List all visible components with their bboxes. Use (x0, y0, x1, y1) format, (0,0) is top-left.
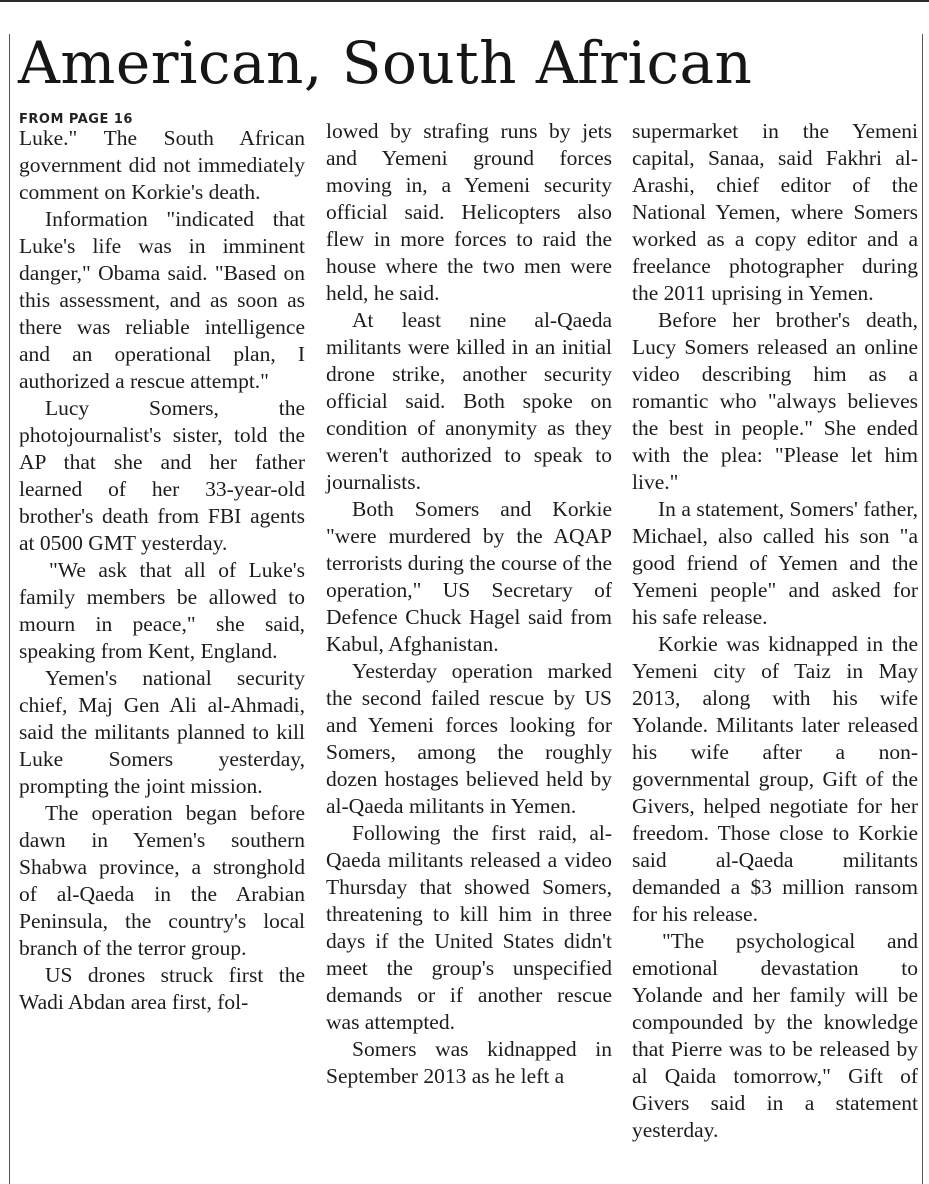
paragraph: supermarket in the Yemeni capital, Sanaa, said Fakhri al-Arashi, chief editor of the National Yemen, where Somers worked as a copy editor and a freelance photographer during the 2011 uprising in Yemen. (632, 119, 918, 305)
article-column-1 (19, 112, 305, 1016)
article-column-3 (632, 118, 918, 1144)
paragraph: Luke." The South African government did not immediately comment on Korkie's death. (19, 126, 305, 204)
paragraph: Information "indicated that Luke's life was in imminent danger," Obama said. "Based on this assessment, and as soon as there was reliable intelligence and an operational plan, I authorized a rescue attempt." (19, 207, 305, 393)
paragraph: "The psychological and emotional devastation to Yolande and her family will be compounded by the knowledge that Pierre was to be released by al Qaida tomorrow," Gift of Givers said in a statement yesterday. (632, 929, 918, 1142)
paragraph: The operation began before dawn in Yemen's southern Shabwa province, a stronghold of al-Qaeda in the Arabian Peninsula, the country's local branch of the terror group. (19, 801, 305, 960)
paragraph: Before her brother's death, Lucy Somers released an online video describing him as a romantic who "always believes the best in people." She ended with the plea: "Please let him live." (632, 308, 918, 494)
jump-line: FROM PAGE 16 (19, 112, 133, 127)
paragraph: lowed by strafing runs by jets and Yemeni ground forces moving in, a Yemeni security official said. Helicopters also flew in more forces to raid the house where the two men were held, he said. (326, 119, 612, 305)
paragraph: US drones struck first the Wadi Abdan area first, fol- (19, 963, 305, 1014)
right-column-rule (922, 34, 923, 1184)
top-border-rule (0, 0, 929, 2)
paragraph: Somers was kidnapped in September 2013 as he left a (326, 1037, 612, 1088)
paragraph: Yesterday operation marked the second failed rescue by US and Yemeni forces looking for Somers, among the roughly dozen hostages believed held by al-Qaeda militants in Yemen. (326, 659, 612, 818)
paragraph: Korkie was kidnapped in the Yemeni city of Taiz in May 2013, along with his wife Yolande. Militants later released his wife after a non-governmental group, Gift of the Givers, helped negotiate for her freedom. Those close to Korkie said al-Qaeda militants demanded a $3 million ransom for his release. (632, 632, 918, 926)
paragraph: "We ask that all of Luke's family members be allowed to mourn in peace," she said, speaking from Kent, England. (19, 558, 305, 663)
paragraph: Both Somers and Korkie "were murdered by the AQAP terrorists during the course of the operation," US Secretary of Defence Chuck Hagel said from Kabul, Afghanistan. (326, 497, 612, 656)
headline: American, South African (18, 29, 753, 97)
paragraph: Lucy Somers, the photojournalist's sister, told the AP that she and her father learned of her 33-year-old brother's death from FBI agents at 0500 GMT yesterday. (19, 396, 305, 555)
left-column-rule (9, 34, 10, 1184)
article-column-2 (326, 118, 612, 1090)
paragraph: Yemen's national security chief, Maj Gen Ali al-Ahmadi, said the militants planned to kill Luke Somers yesterday, prompting the joint mission. (19, 666, 305, 798)
paragraph: Following the first raid, al-Qaeda militants released a video Thursday that showed Somers, threatening to kill him in three days if the United States didn't meet the group's unspecified demands or if another rescue was attempted. (326, 821, 612, 1034)
paragraph: At least nine al-Qaeda militants were killed in an initial drone strike, another security official said. Both spoke on condition of anonymity as they weren't authorized to speak to journalists. (326, 308, 612, 494)
paragraph: In a statement, Somers' father, Michael, also called his son "a good friend of Yemen and the Yemeni people" and asked for his safe release. (632, 497, 918, 629)
